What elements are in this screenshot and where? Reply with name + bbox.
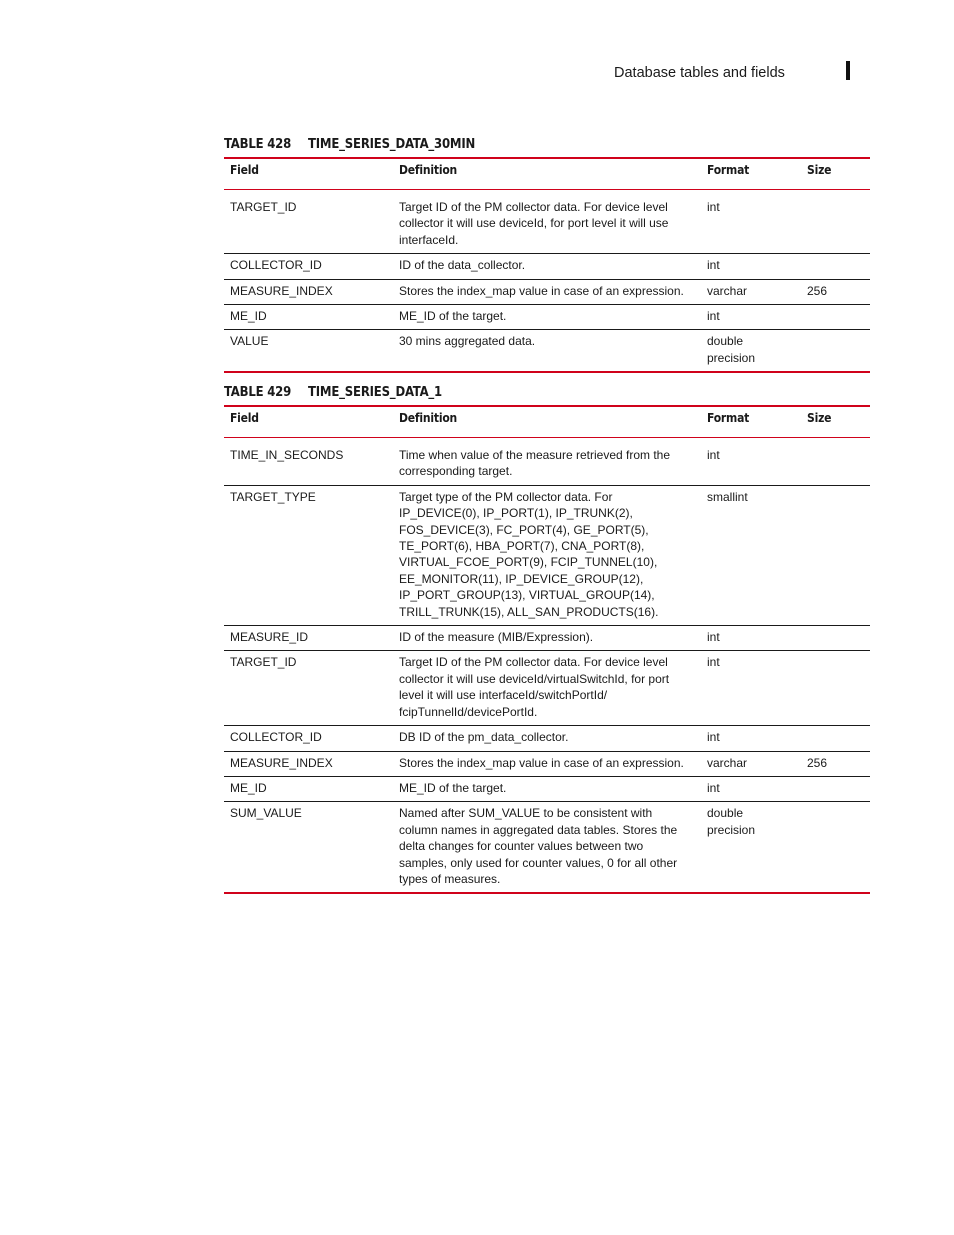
size-cell — [801, 802, 870, 894]
format-cell: int — [701, 190, 801, 254]
format-cell: varchar — [701, 751, 801, 776]
size-cell — [801, 485, 870, 625]
size-cell — [801, 726, 870, 751]
table-name: TIME_SERIES_DATA_1 — [308, 384, 442, 400]
column-header-format: Format — [701, 158, 801, 190]
size-cell — [801, 305, 870, 330]
header-row — [224, 158, 870, 190]
field-cell: VALUE — [230, 334, 269, 349]
format-cell: int — [701, 726, 801, 751]
size-cell: 256 — [801, 279, 870, 304]
field-cell: TIME_IN_SECONDS — [224, 438, 393, 486]
table-row — [224, 776, 870, 801]
table-number: TABLE 429 — [224, 384, 292, 400]
format-cell: int — [701, 305, 801, 330]
field-cell: TARGET_TYPE — [224, 485, 393, 625]
column-header-definition: Definition — [393, 406, 701, 438]
format-cell: double precision — [707, 334, 756, 365]
table-row — [224, 254, 870, 279]
definition-cell: Stores the index_map value in case of an expression. — [393, 279, 701, 304]
format-cell: int — [701, 776, 801, 801]
table-429-block — [224, 379, 870, 894]
running-header: Database tables and fields — [614, 65, 785, 81]
definition-cell: Target type of the PM collector data. For IP_DEVICE(0), IP_PORT(1), IP_TRUNK(2), FOS_DEVICE(3), FC_PORT(4), GE_PORT(5), TE_PORT(6), HBA_PORT(7), CNA_PORT(8), VIRTUAL_FCOE_PORT(9), FCIP_TUNNEL(10), EE_MONITOR(11), IP_DEVICE_GROUP(12), IP_PORT_GROUP(13), VIRTUAL_GROUP(14), TRILL_TRUNK(15), ALL_SAN_PRODUCTS(16). — [393, 485, 701, 625]
format-cell: double precision — [707, 806, 756, 837]
table-name: TIME_SERIES_DATA_30MIN — [308, 136, 476, 152]
table-row — [224, 305, 870, 330]
size-cell — [801, 254, 870, 279]
size-cell — [801, 626, 870, 651]
table-row — [224, 190, 870, 254]
definition-cell: Named after SUM_VALUE to be consistent with column names in aggregated data tables. Stores the delta changes for counter values between two samples, only used for counter values, 0 for all other types of measures. — [399, 806, 678, 886]
table-428-block — [224, 131, 870, 373]
definition-cell: Target ID of the PM collector data. For device level collector it will use deviceId, for port level it will use interfaceId. — [393, 190, 701, 254]
definition-cell: Stores the index_map value in case of an expression. — [393, 751, 701, 776]
field-cell: MEASURE_ID — [224, 626, 393, 651]
field-cell: COLLECTOR_ID — [224, 254, 393, 279]
size-cell: 256 — [801, 751, 870, 776]
size-cell — [801, 330, 870, 372]
column-header-field: Field — [224, 406, 393, 438]
table-row — [224, 751, 870, 776]
header-row — [224, 406, 870, 438]
size-cell — [801, 438, 870, 486]
field-cell: TARGET_ID — [224, 651, 393, 726]
table-row — [224, 438, 870, 486]
table-row — [224, 726, 870, 751]
table-row — [224, 279, 870, 304]
field-cell: MEASURE_INDEX — [224, 279, 393, 304]
chapter-marker-bar — [846, 61, 850, 80]
field-cell: ME_ID — [224, 776, 393, 801]
column-header-size: Size — [801, 406, 870, 438]
table-row — [224, 485, 870, 625]
definition-cell: ME_ID of the target. — [393, 305, 701, 330]
definition-cell: ID of the data_collector. — [393, 254, 701, 279]
column-header-definition: Definition — [393, 158, 701, 190]
field-cell: SUM_VALUE — [230, 806, 302, 821]
data-table — [224, 157, 870, 373]
definition-cell: ID of the measure (MIB/Expression). — [393, 626, 701, 651]
column-header-field: Field — [224, 158, 393, 190]
format-cell: int — [701, 254, 801, 279]
table-row — [224, 802, 870, 894]
size-cell — [801, 651, 870, 726]
table-row — [224, 651, 870, 726]
format-cell: int — [701, 651, 801, 726]
table-number: TABLE 428 — [224, 136, 292, 152]
definition-cell: Time when value of the measure retrieved from the corresponding target. — [393, 438, 701, 486]
data-table — [224, 405, 870, 894]
field-cell: TARGET_ID — [224, 190, 393, 254]
format-cell: int — [701, 438, 801, 486]
size-cell — [801, 190, 870, 254]
definition-cell: ME_ID of the target. — [393, 776, 701, 801]
field-cell: COLLECTOR_ID — [224, 726, 393, 751]
column-header-format: Format — [701, 406, 801, 438]
definition-cell: DB ID of the pm_data_collector. — [393, 726, 701, 751]
table-caption — [224, 379, 870, 405]
format-cell: int — [701, 626, 801, 651]
field-cell: ME_ID — [224, 305, 393, 330]
table-row — [224, 626, 870, 651]
definition-cell: 30 mins aggregated data. — [399, 334, 536, 349]
definition-cell: Target ID of the PM collector data. For device level collector it will use deviceId/virtualSwitchId, for port level it will use interfaceId/switchPortId/ fcipTunnelId/devicePortId. — [393, 651, 701, 726]
table-row — [224, 330, 870, 372]
format-cell: smallint — [701, 485, 801, 625]
table-caption — [224, 131, 870, 157]
size-cell — [801, 776, 870, 801]
format-cell: varchar — [701, 279, 801, 304]
column-header-size: Size — [801, 158, 870, 190]
field-cell: MEASURE_INDEX — [224, 751, 393, 776]
